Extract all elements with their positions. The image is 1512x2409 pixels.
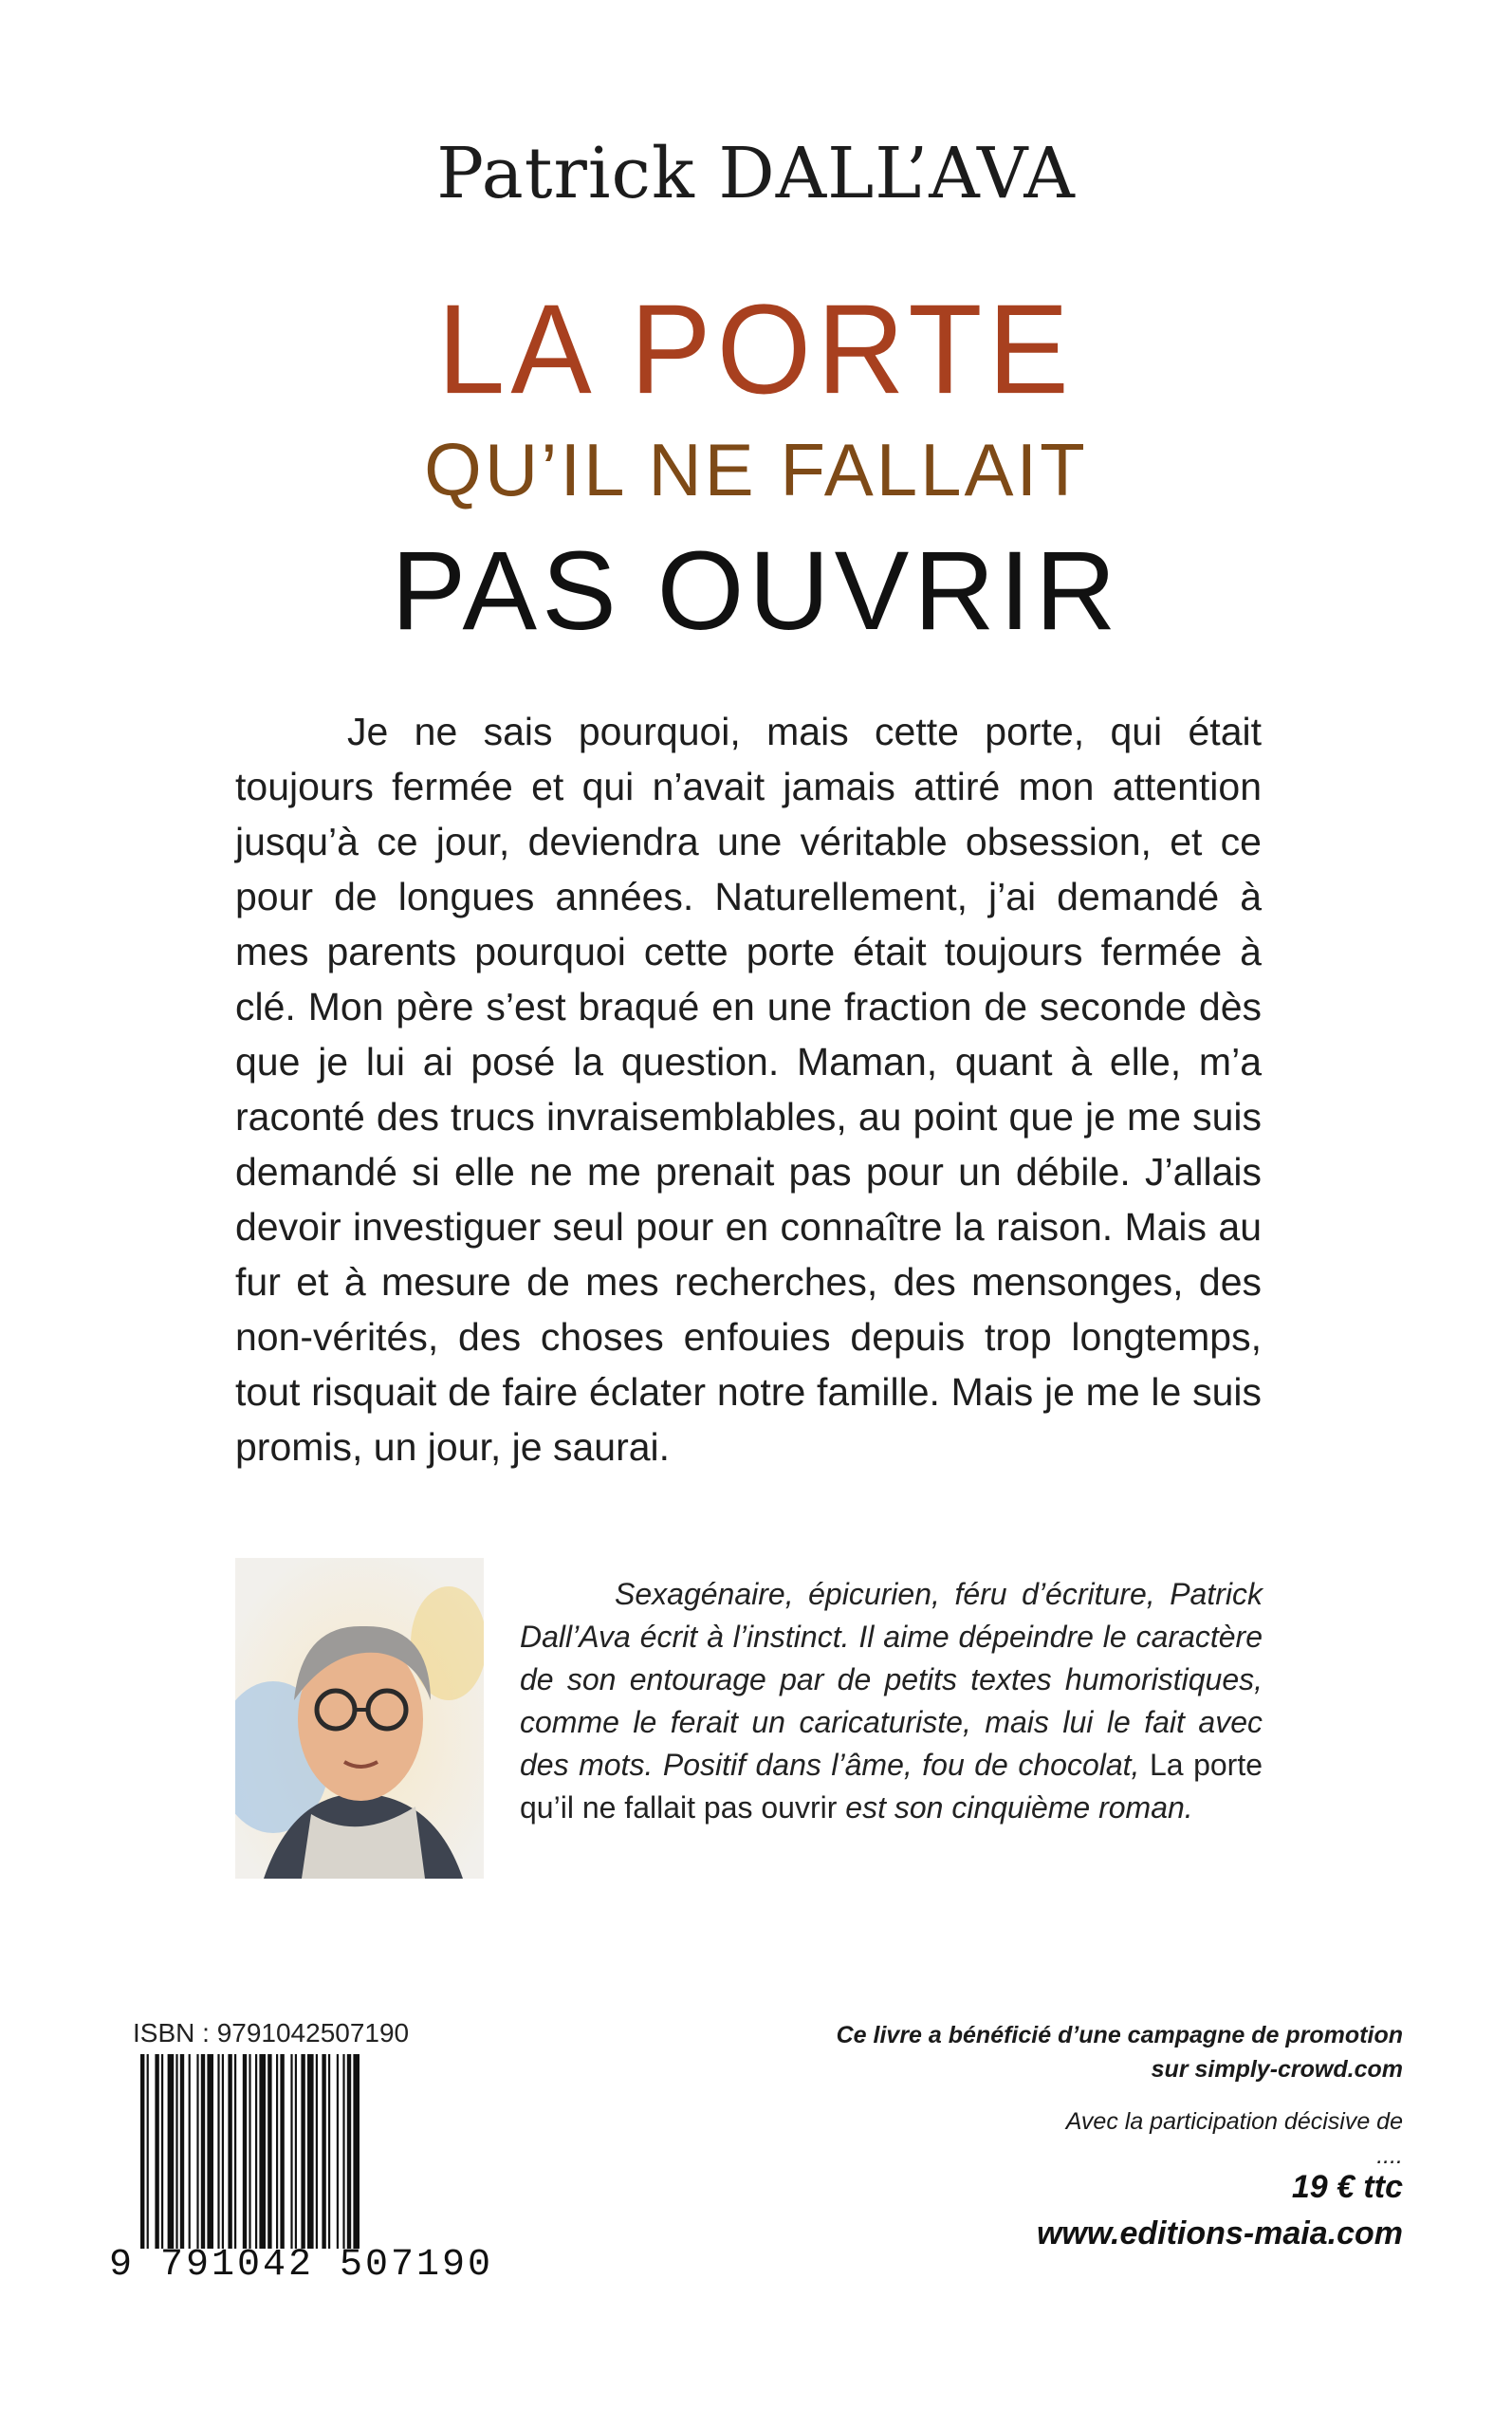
price: 19 € ttc bbox=[1291, 2169, 1403, 2205]
participation-line-2: .... bbox=[1376, 2142, 1403, 2169]
barcode-digits: 9 791042 507190 bbox=[109, 2244, 494, 2287]
barcode bbox=[140, 2054, 425, 2253]
author-portrait bbox=[235, 1558, 484, 1879]
title-line-3: PAS OUVRIR bbox=[391, 528, 1121, 654]
publisher-website[interactable]: www.editions-maia.com bbox=[1036, 2215, 1403, 2251]
back-cover-blurb: Je ne sais pourquoi, mais cette porte, qui était toujours fermée et qui n’avait jamais attiré mon attention jusqu’à ce jour, deviendra une véritable obsession, et ce pour de longues années. Naturellement, j’ai demandé à mes parents pourquoi cette porte était toujours fermée à clé. Mon père s’est braqué en une fraction de seconde dès que je lui ai posé la question. Maman, quant à elle, m’a raconté des trucs invraisemblables, au point que je me suis demandé si elle ne me prenait pas pour un débile. J’allais devoir investiguer seul pour en connaître la raison. Mais au fur et à mesure de mes recherches, des mensonges, des non-vérités, des choses enfouies depuis trop longtemps, tout risquait de faire éclater notre famille. Mais je me le suis promis, un jour, je saurai. bbox=[235, 710, 1262, 1469]
author-bio-text: Sexagénaire, épicurien, féru d’écriture, Patrick Dall’Ava écrit à l’instinct. Il aime dépeindre le caractère de son entourage par de petits textes humoristiques, comme le ferait un caricaturiste, mais lui le fait avec des mots. Positif dans l’âme, fou de chocolat, bbox=[520, 1577, 1263, 1782]
barcode-bars bbox=[140, 2054, 425, 2249]
promotion-note bbox=[739, 2018, 1403, 2086]
author-name: Patrick DALL’AVA bbox=[436, 133, 1076, 214]
author-bio-book-title: La porte qu’il ne fallait pas ouvrir bbox=[520, 1748, 1263, 1825]
author-portrait-illustration bbox=[235, 1558, 484, 1879]
participation-line-1: Avec la participation décisive de bbox=[1065, 2108, 1403, 2135]
title-line-1: LA PORTE bbox=[437, 278, 1075, 421]
promotion-line-2: sur simply-crowd.com bbox=[1151, 2056, 1403, 2083]
promotion-line-1: Ce livre a bénéficié d’une campagne de promotion bbox=[836, 2022, 1403, 2048]
participation-note bbox=[739, 2104, 1403, 2173]
author-bio bbox=[520, 1573, 1263, 1829]
isbn-label: ISBN : 9791042507190 bbox=[133, 2018, 410, 2048]
title-line-2: QU’IL NE FALLAIT bbox=[424, 428, 1088, 511]
author-bio-ending: est son cinquième roman. bbox=[845, 1790, 1193, 1825]
